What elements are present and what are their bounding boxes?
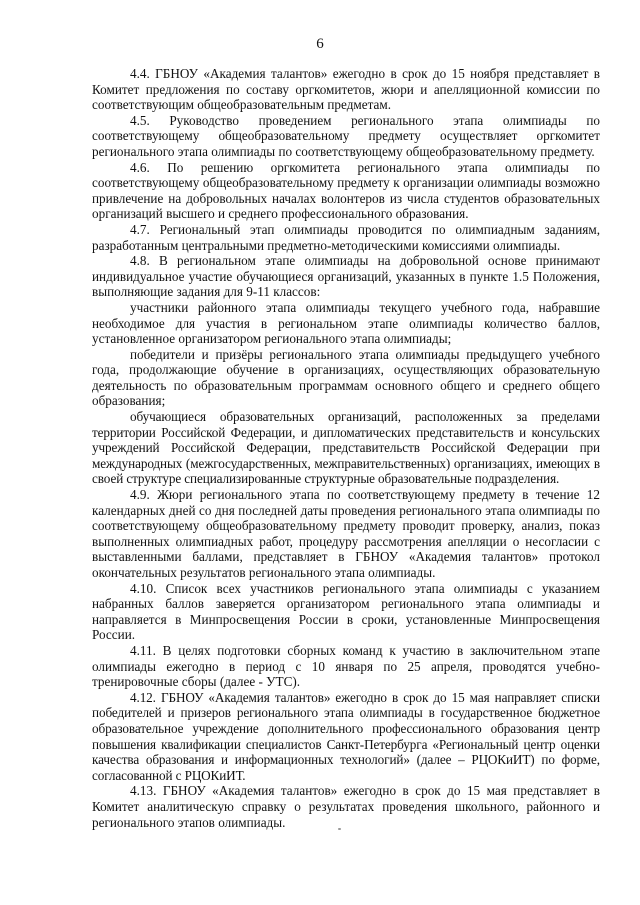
paragraph-4-10: 4.10. Список всех участников регионального этапа олимпиады с указанием набранных баллов заверяется организатором регионального этапа олимпиады и направляется в Минпросвещения России в сроки, установленные Минпросвещения России. <box>92 580 600 643</box>
paragraph-4-4: 4.4. ГБНОУ «Академия талантов» ежегодно в срок до 15 ноября представляет в Комитет предложения по составу оргкомитетов, жюри и апелляционной комиссии по соответствующим общеобразовательным предметам. <box>92 66 600 113</box>
paragraph-4-6: 4.6. По решению оргкомитета регионального этапа олимпиады по соответствующему общеобразовательному предмету к организации олимпиады возможно привлечение на добровольных началах волонтеров из числа студентов образовательных организаций высшего и среднего профессионального образования. <box>92 159 600 222</box>
paragraph-4-13: 4.13. ГБНОУ «Академия талантов» ежегодно в срок до 15 мая представляет в Комитет аналитическую справку о результатах проведения школьного, районного и регионального этапов олимпиады. <box>92 783 600 830</box>
paragraph-4-5: 4.5. Руководство проведением регионального этапа олимпиады по соответствующему общеобразовательному предмету осуществляет оргкомитет регионального этапа олимпиады по соответствующему общеобразовательному предмету. <box>92 112 600 159</box>
paragraph-4-12: 4.12. ГБНОУ «Академия талантов» ежегодно в срок до 15 мая направляет списки победителей и призеров регионального этапа олимпиады в государственное бюджетное образовательное учреждение дополнительного профессионального образования центр повышения квалификации специалистов Санкт-Петербурга «Региональный центр оценки качества образования и информационных технологий» (далее – РЦОКиИТ) по форме, согласованной с РЦОКиИТ. <box>92 689 600 783</box>
page-number: 6 <box>316 36 324 52</box>
paragraph-4-11: 4.11. В целях подготовки сборных команд к участию в заключительном этапе олимпиады ежегодно в период с 10 января по 25 апреля, проводятся учебно-тренировочные сборы (далее - УТС). <box>92 642 600 690</box>
paragraph-4-8: 4.8. В региональном этапе олимпиады на добровольной основе принимают индивидуальное участие обучающиеся организаций, указанных в пункте 1.5 Положения, выполняющие задания для 9-11 классов: <box>92 253 600 300</box>
paragraph-4-7: 4.7. Региональный этап олимпиады проводится по олимпиадным заданиям, разработанным центральными предметно-методическими комиссиями олимпиады. <box>92 221 600 253</box>
scan-artifact <box>338 828 341 830</box>
document-body <box>92 66 600 830</box>
paragraph-4-9: 4.9. Жюри регионального этапа по соответствующему предмету в течение 12 календарных дней со дня последней даты проведения регионального этапа олимпиады по соответствующему общеобразовательному предмету проводит проверку, анализ, показ выполненных олимпиадных работ, процедуру рассмотрения апелляции о несогласии с выставленными баллами, представляет в ГБНОУ «Академия талантов» протокол окончательных результатов регионального этапа олимпиады. <box>92 487 600 580</box>
list-item-district-participants: участники районного этапа олимпиады текущего учебного года, набравшие необходимое для участия в региональном этапе олимпиады количество баллов, установленное организатором регионального этапа олимпиады; <box>92 299 600 347</box>
list-item-previous-winners: победители и призёры регионального этапа олимпиады предыдущего учебного года, продолжающие обучение в организациях, осуществляющих образовательную деятельность по образовательным программам основного общего и среднего общего образования; <box>92 346 600 409</box>
list-item-foreign-students: обучающиеся образовательных организаций, расположенных за пределами территории Российской Федерации, и дипломатических представительств и консульских учреждений Российской Федерации, представительств Российской Федерации при международных (межгосударственных, межправительственных) организациях, имеющих в своей структуре специализированные структурные образовательные подразделения. <box>92 409 600 487</box>
